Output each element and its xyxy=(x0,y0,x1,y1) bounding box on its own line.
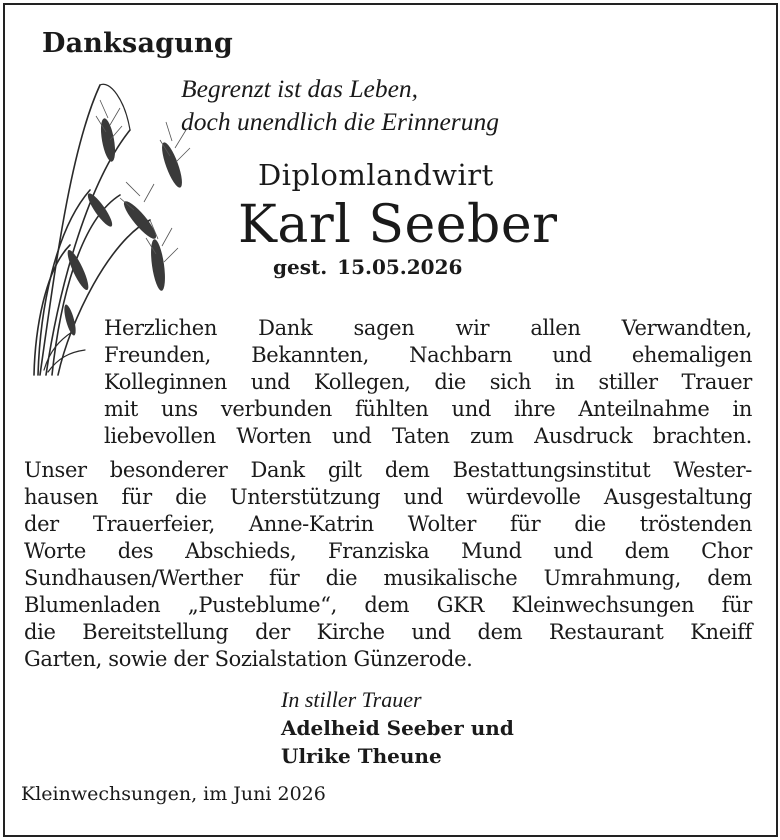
paragraph-line: der Trauerfeier, Anne-Katrin Wolter für die tröstenden xyxy=(24,512,752,536)
motto-line: Begrenzt ist das Leben, xyxy=(181,74,419,103)
thanks-paragraph xyxy=(104,315,752,450)
death-info xyxy=(273,255,472,279)
paragraph-line: Sundhausen/Werther für die musikalische Umrahmung, dem xyxy=(24,566,752,590)
paragraph-line: Freunden, Bekannten, Nachbarn und ehemaligen xyxy=(104,343,752,367)
death-label: gest. xyxy=(273,255,328,279)
notice-heading: Danksagung xyxy=(42,28,233,59)
paragraph-line: Worte des Abschieds, Franziska Mund und dem Chor xyxy=(24,539,752,563)
paragraph-line: Herzlichen Dank sagen wir allen Verwandten, xyxy=(104,316,752,340)
signature xyxy=(281,686,514,770)
death-date: 15.05.2026 xyxy=(337,255,463,279)
special-thanks-paragraph xyxy=(24,457,752,673)
paragraph-line: hausen für die Unterstützung und würdevolle Ausgestaltung xyxy=(24,485,752,509)
deceased-title: Diplomlandwirt xyxy=(258,158,494,192)
paragraph-line: mit uns verbunden fühlten und ihre Anteilnahme in xyxy=(104,397,752,421)
motto xyxy=(181,72,499,138)
paragraph-line: die Bereitstellung der Kirche und dem Restaurant Kneiff xyxy=(24,620,752,644)
signature-name: Adelheid Seeber und xyxy=(281,716,514,740)
signature-name: Ulrike Theune xyxy=(281,744,442,768)
place-date: Kleinwechsungen, im Juni 2026 xyxy=(21,783,326,805)
deceased-name: Karl Seeber xyxy=(238,195,558,255)
motto-line: doch unendlich die Erinnerung xyxy=(181,107,499,136)
paragraph-line: Blumenladen „Pusteblume“, dem GKR Kleinwechsungen für xyxy=(24,593,752,617)
paragraph-line: Unser besonderer Dank gilt dem Bestattungsinstitut Wester- xyxy=(24,458,752,482)
paragraph-line: Garten, sowie der Sozialstation Günzerode. xyxy=(24,647,473,671)
paragraph-line: Kolleginnen und Kollegen, die sich in stiller Trauer xyxy=(104,370,752,394)
paragraph-line: liebevollen Worten und Taten zum Ausdruck brachten. xyxy=(104,424,752,448)
signature-intro: In stiller Trauer xyxy=(281,687,422,712)
